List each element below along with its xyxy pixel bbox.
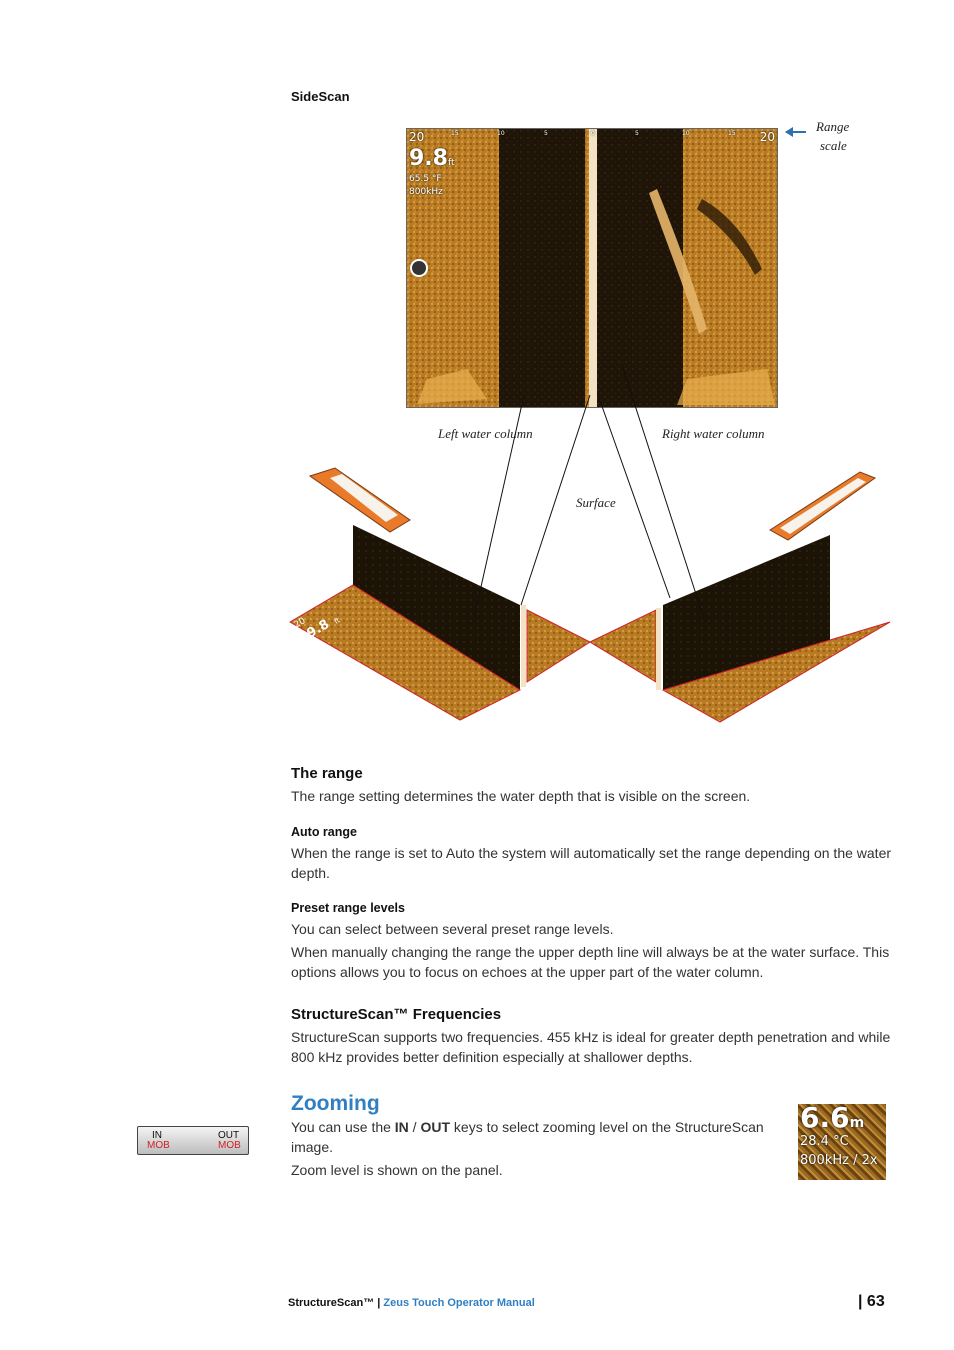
keypad-out-mob: MOB — [218, 1140, 241, 1151]
annotation-right-water-column: Right water column — [662, 426, 765, 441]
range-left-value: 20 — [409, 130, 425, 144]
page-number-separator: | — [858, 1293, 867, 1310]
zoom-panel-temperature: 28.4 °C — [800, 1134, 849, 1149]
range-tick: 10 — [497, 130, 505, 137]
page-number-value: 63 — [866, 1293, 885, 1310]
zoom-text-sep: / — [408, 1119, 421, 1135]
paragraph-zooming — [291, 1117, 786, 1157]
keypad-in-label: IN — [152, 1130, 162, 1141]
temperature-readout: 65.5 °F — [409, 174, 442, 184]
paragraph-preset-range-1: You can select between several preset range levels. — [291, 921, 614, 937]
heading-zooming: Zooming — [291, 1092, 380, 1115]
keypad-out-label: OUT — [218, 1130, 240, 1141]
range-tick: 10 — [682, 130, 690, 137]
zoom-panel-depth: 6.6 — [800, 1104, 850, 1134]
range-right-value: 20 — [759, 130, 775, 144]
zoom-key-out: OUT — [420, 1119, 451, 1135]
range-tick: 0 — [591, 130, 595, 137]
depth-readout — [409, 147, 455, 175]
page-number — [858, 1293, 885, 1311]
boat-left-icon — [310, 468, 410, 532]
frequency-readout: 800kHz — [409, 187, 443, 197]
annotation-surface: Surface — [576, 495, 616, 510]
zoom-panel-depth-unit: m — [849, 1115, 865, 1131]
zoom-text-post: keys to select zooming level on the StructureScan image. — [291, 1119, 764, 1155]
iso-depth-value: 9.8 — [304, 616, 332, 642]
footer-manual: Zeus Touch Operator Manual — [383, 1297, 535, 1309]
annotation-scale: scale — [820, 138, 847, 153]
depth-unit: ft — [447, 158, 455, 168]
leader-surface-right — [598, 395, 670, 598]
arrowhead-icon — [785, 127, 793, 137]
heading-preset-range: Preset range levels — [291, 901, 405, 915]
range-tick: 15 — [451, 130, 459, 137]
heading-frequencies: StructureScan™ Frequencies — [291, 1006, 502, 1023]
range-tick: 15 — [728, 130, 736, 137]
zoom-panel-freq-zoom: 800kHz / 2x — [800, 1153, 878, 1168]
in-out-keypad — [137, 1126, 249, 1155]
compass-icon — [410, 259, 428, 277]
paragraph-frequencies: StructureScan supports two frequencies. 455 kHz is ideal for greater depth penetration and while 800 kHz provides better definition especially at shallower depths. — [291, 1029, 891, 1065]
annotation-range: Range — [816, 119, 850, 134]
leader-right-water-column — [622, 365, 705, 622]
heading-the-range: The range — [291, 765, 363, 782]
footer-section: StructureScan™ — [288, 1297, 375, 1309]
heading-auto-range: Auto range — [291, 825, 357, 839]
iso-depth-unit: ft — [333, 616, 342, 626]
zoom-panel-image — [798, 1104, 886, 1180]
paragraph-auto-range: When the range is set to Auto the system will automatically set the range depending on the water depth. — [291, 845, 892, 881]
footer-title — [288, 1297, 535, 1309]
range-tick: 5 — [544, 130, 548, 137]
keypad-in-mob: MOB — [147, 1140, 170, 1151]
isometric-illustration — [280, 360, 900, 730]
figure-caption: SideScan — [291, 89, 350, 104]
depth-value: 9.8 — [409, 146, 448, 171]
footer-separator: | — [374, 1297, 384, 1309]
leader-surface-left — [521, 395, 590, 605]
zoom-key-in: IN — [394, 1119, 409, 1135]
boat-right-icon — [770, 472, 875, 540]
paragraph-preset-range-2: When manually changing the range the upper depth line will always be at the water surface. This options allows you to focus on echoes at the upper part of the water column. — [291, 944, 890, 980]
paragraph-the-range: The range setting determines the water depth that is visible on the screen. — [291, 788, 751, 804]
iso-range-value: 20 — [292, 616, 308, 631]
paragraph-zoom-level: Zoom level is shown on the panel. — [291, 1162, 503, 1178]
zoom-text-pre: You can use the — [291, 1119, 395, 1135]
leader-left-water-column — [474, 395, 524, 618]
range-tick: 5 — [635, 130, 639, 137]
annotation-left-water-column: Left water column — [438, 426, 533, 441]
